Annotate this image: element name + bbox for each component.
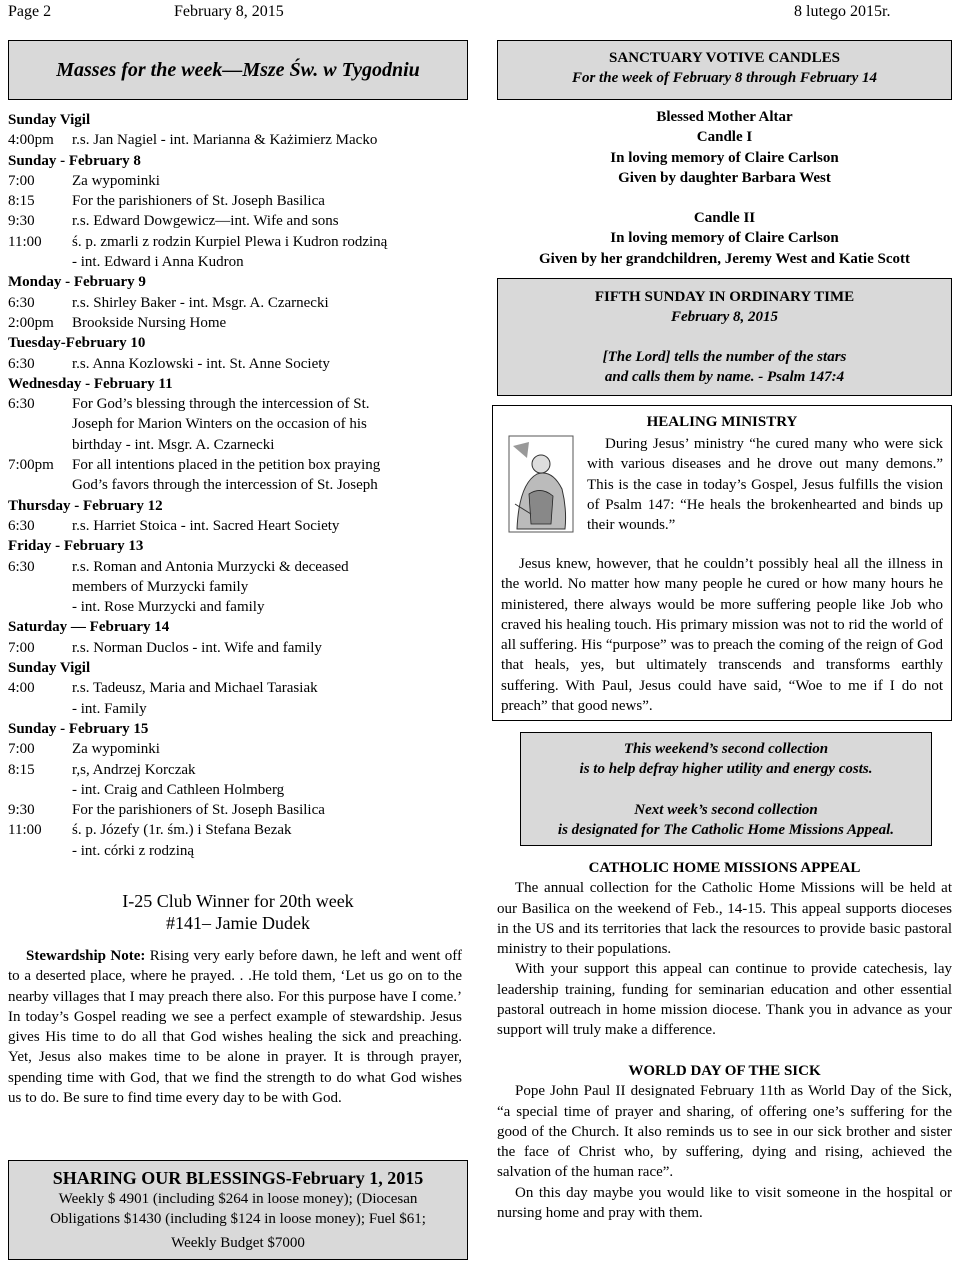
mass-intention-continued: Joseph for Marion Winters on the occasion of his [72,416,367,433]
mass-intention: For God’s blessing through the intercession of St. [72,396,370,413]
mass-entry [8,557,473,577]
mass-intention: For the parishioners of St. Joseph Basilica [72,802,325,819]
mass-intention: r.s. Edward Dowgewicz—int. Wife and sons [72,213,339,230]
sharing-line-2: Obligations $1430 (including $124 in loose money); Fuel $61; [50,1211,426,1227]
collection-line-4: is designated for The Catholic Home Missions Appeal. [557,821,895,838]
mass-time: 6:30 [8,294,35,311]
mass-time: 8:15 [8,193,35,210]
schedule-day-heading: Sunday - February 8 [8,152,141,169]
candle-1-label: Candle I [696,129,753,146]
schedule-day-heading: Sunday - February 15 [8,720,149,737]
mass-entry [8,394,473,414]
healing-paragraphs [501,434,943,716]
mass-entry [8,232,473,252]
mass-entry [8,130,473,150]
mass-time: 8:15 [8,761,35,778]
appeal-paragraph-2: With your support this appeal can continue to provide catechesis, lay leadership training, funding for seminarian education and other essential pastoral outreach in home mission diocese. Thank you in advance as your support will truly make a difference. [497,961,952,1039]
mass-intention: r.s. Tadeusz, Maria and Michael Tarasiak [72,680,318,697]
schedule-day-heading: Wednesday - February 11 [8,375,173,392]
psalm-quote-2: and calls them by name. - Psalm 147:4 [604,368,845,385]
mass-intention: r,s, Andrzej Korczak [72,761,196,778]
mass-time: 6:30 [8,396,35,413]
club-line-2: #141– Jamie Dudek [166,913,310,933]
mass-entry [8,820,473,840]
mass-entry [8,760,473,780]
candle-1-memory: In loving memory of Claire Carlson [610,149,839,166]
second-collection-box [520,732,932,846]
candles-title: SANCTUARY VOTIVE CANDLES [609,50,840,66]
schedule-day-heading: Thursday - February 12 [8,497,163,514]
mass-time: 7:00pm [8,457,54,474]
appeal-paragraph-1: The annual collection for the Catholic Home Missions will be held at our Basilica on the weekend of Feb., 14-15. This appeal supports dioceses in the US and its territories that lack the resources to provide basic pastoral ministry to their populations. [497,880,952,958]
sick-title: WORLD DAY OF THE SICK [628,1063,821,1079]
collection-line-1: This weekend’s second collection [623,741,829,757]
healing-title: HEALING MINISTRY [646,414,798,430]
mass-intention-continued: - int. Edward i Anna Kudron [72,254,244,271]
mass-time: 4:00 [8,680,35,697]
home-missions-appeal [497,858,952,1041]
appeal-title: CATHOLIC HOME MISSIONS APPEAL [588,860,861,876]
schedule-day-heading: Sunday Vigil [8,660,91,677]
sharing-box [8,1160,468,1260]
mass-entry [8,354,473,374]
mass-entry [8,638,473,658]
mass-intention-continued: members of Murzycki family [72,578,249,595]
fifth-sunday-box [497,278,952,396]
mass-schedule [8,110,473,861]
mass-entry [8,313,473,333]
sick-paragraph-1: Pope John Paul II designated February 11th as World Day of the Sick, “a special time of prayer and sharing, of offering one’s suffering for the good of the Church. It also reminds us to see in our sick brother and sister the face of Christ who, by suffering, dying and rising, achieved the salvation of the human race”. [497,1083,952,1181]
candle-2-given: Given by her grandchildren, Jeremy West and Katie Scott [539,250,910,267]
mass-intention: r.s. Jan Nagiel - int. Marianna & Każimierz Macko [72,132,378,149]
mass-entry [8,293,473,313]
mass-time: 9:30 [8,213,35,230]
candle-2-label: Candle II [693,210,756,227]
sharing-line-3: Weekly Budget $7000 [171,1235,305,1251]
mass-intention: r.s. Shirley Baker - int. Msgr. A. Czarnecki [72,294,329,311]
fifth-sunday-date: February 8, 2015 [670,309,779,326]
mass-intention: r.s. Anna Kozlowski - int. St. Anne Society [72,355,330,372]
club-line-1: I-25 Club Winner for 20th week [122,891,354,911]
mass-intention: r.s. Roman and Antonia Murzycki & deceased [72,558,349,575]
stewardship-label: Stewardship Note: [26,948,146,964]
mass-entry [8,191,473,211]
fifth-sunday-title: FIFTH SUNDAY IN ORDINARY TIME [594,289,855,305]
mass-time: 6:30 [8,517,35,534]
psalm-quote-1: [The Lord] tells the number of the stars [602,348,847,365]
healing-ministry-box [492,405,952,721]
candle-2-memory: In loving memory of Claire Carlson [610,230,839,247]
mass-time: 7:00 [8,741,35,758]
collection-line-3: Next week’s second collection [634,801,818,818]
mass-intention-continued: - int. córki z rodziną [72,842,195,859]
header-date-polish: 8 lutego 2015r. [794,3,891,20]
candles-list [497,107,952,269]
mass-entry [8,800,473,820]
mass-intention-continued: - int. Family [72,700,147,717]
mass-time: 2:00pm [8,314,54,331]
mass-intention-continued: - int. Craig and Cathleen Holmberg [72,781,285,798]
candles-subtitle: For the week of February 8 through February 14 [571,70,878,87]
mass-time: 7:00 [8,172,35,189]
mass-time: 11:00 [8,233,42,250]
mass-intention: Za wypominki [72,172,160,189]
mass-intention: r.s. Harriet Stoica - int. Sacred Heart Society [72,517,340,534]
mass-intention: Za wypominki [72,741,160,758]
mass-entry [8,678,473,698]
schedule-day-heading: Friday - February 13 [8,538,144,555]
mass-intention: ś. p. Józefy (1r. śm.) i Stefana Bezak [72,822,292,839]
mass-intention-continued: - int. Rose Murzycki and family [72,599,265,616]
mass-time: 6:30 [8,355,35,372]
schedule-day-heading: Monday - February 9 [8,274,146,291]
stewardship-note [8,946,462,1108]
mass-intention: For all intentions placed in the petition box praying [72,457,381,474]
world-day-sick [497,1061,952,1223]
header-date-english: February 8, 2015 [174,3,284,20]
schedule-day-heading: Tuesday-February 10 [8,335,146,352]
masses-title: Masses for the week—Msze Św. w Tygodniu [56,59,420,81]
candle-altar: Blessed Mother Altar [656,109,793,125]
mass-time: 9:30 [8,802,35,819]
mass-time: 4:00pm [8,132,54,149]
candles-title-box [497,40,952,100]
mass-intention: ś. p. zmarli z rodzin Kurpiel Plewa i Kudron rodziną [72,233,388,250]
candle-1-given: Given by daughter Barbara West [618,169,831,186]
mass-intention: For the parishioners of St. Joseph Basilica [72,193,325,210]
schedule-day-heading: Saturday — February 14 [8,619,170,636]
mass-entry [8,171,473,191]
page-number: Page 2 [8,3,52,20]
club-winner [8,890,468,934]
mass-entry [8,739,473,759]
sharing-title: SHARING OUR BLESSINGS-February 1, 2015 [52,1168,424,1188]
mass-intention-continued: God’s favors through the intercession of St. Joseph [72,477,378,494]
stewardship-text: Rising very early before dawn, he left and went off to a deserted place, where he prayed. . .He told them, ‘Let us go on to the nearby villages that I may preach there also. For this purpose have I come.’ In today’s Gospel reading we see a perfect example of stewardship. Jesus gives His time to do all that God wishes healing the sick and preaching. Yet, Jesus also makes time to be alone in prayer. It is through prayer, spending time with God, that we find the strength to do what God wishes us to do. Be sure to find time every day to be with God. [8,948,462,1107]
mass-time: 7:00 [8,639,35,656]
mass-entry [8,455,473,475]
mass-entry [8,516,473,536]
mass-intention-continued: birthday - int. Msgr. A. Czarnecki [72,436,275,453]
healing-paragraph-1: During Jesus’ ministry “he cured many who were sick with various diseases and he drove out many demons.” This is the case in today’s Gospel, Jesus fulfills the vision of Psalm 147: “He heals the brokenhearted and binds up their wounds.” [587,436,943,534]
schedule-day-heading: Sunday Vigil [8,112,91,128]
mass-time: 11:00 [8,822,42,839]
mass-intention: Brookside Nursing Home [72,314,227,331]
masses-title-box [8,40,468,100]
mass-time: 6:30 [8,558,35,575]
sick-paragraph-2: On this day maybe you would like to visit someone in the hospital or nursing home and pray with them. [497,1184,952,1222]
sharing-line-1: Weekly $ 4901 (including $264 in loose money); (Diocesan [58,1191,418,1207]
healing-paragraph-2: Jesus knew, however, that he couldn’t possibly heal all the illness in the world. No matter how many people he cured or how many hours he ministered, there always would be more suffering people like Job who craved his healing touch. His primary mission was not to rid the world of all suffering. His “purpose” was to preach the coming of the reign of God that heals, yes, but ultimately transcends and transforms earthly suffering. With Paul, Jesus could have said, “Woe to me if I do not preach” that good news”. [501,556,943,715]
collection-line-2: is to help defray higher utility and energy costs. [579,761,873,778]
mass-intention: r.s. Norman Duclos - int. Wife and family [72,639,322,656]
mass-entry [8,211,473,231]
